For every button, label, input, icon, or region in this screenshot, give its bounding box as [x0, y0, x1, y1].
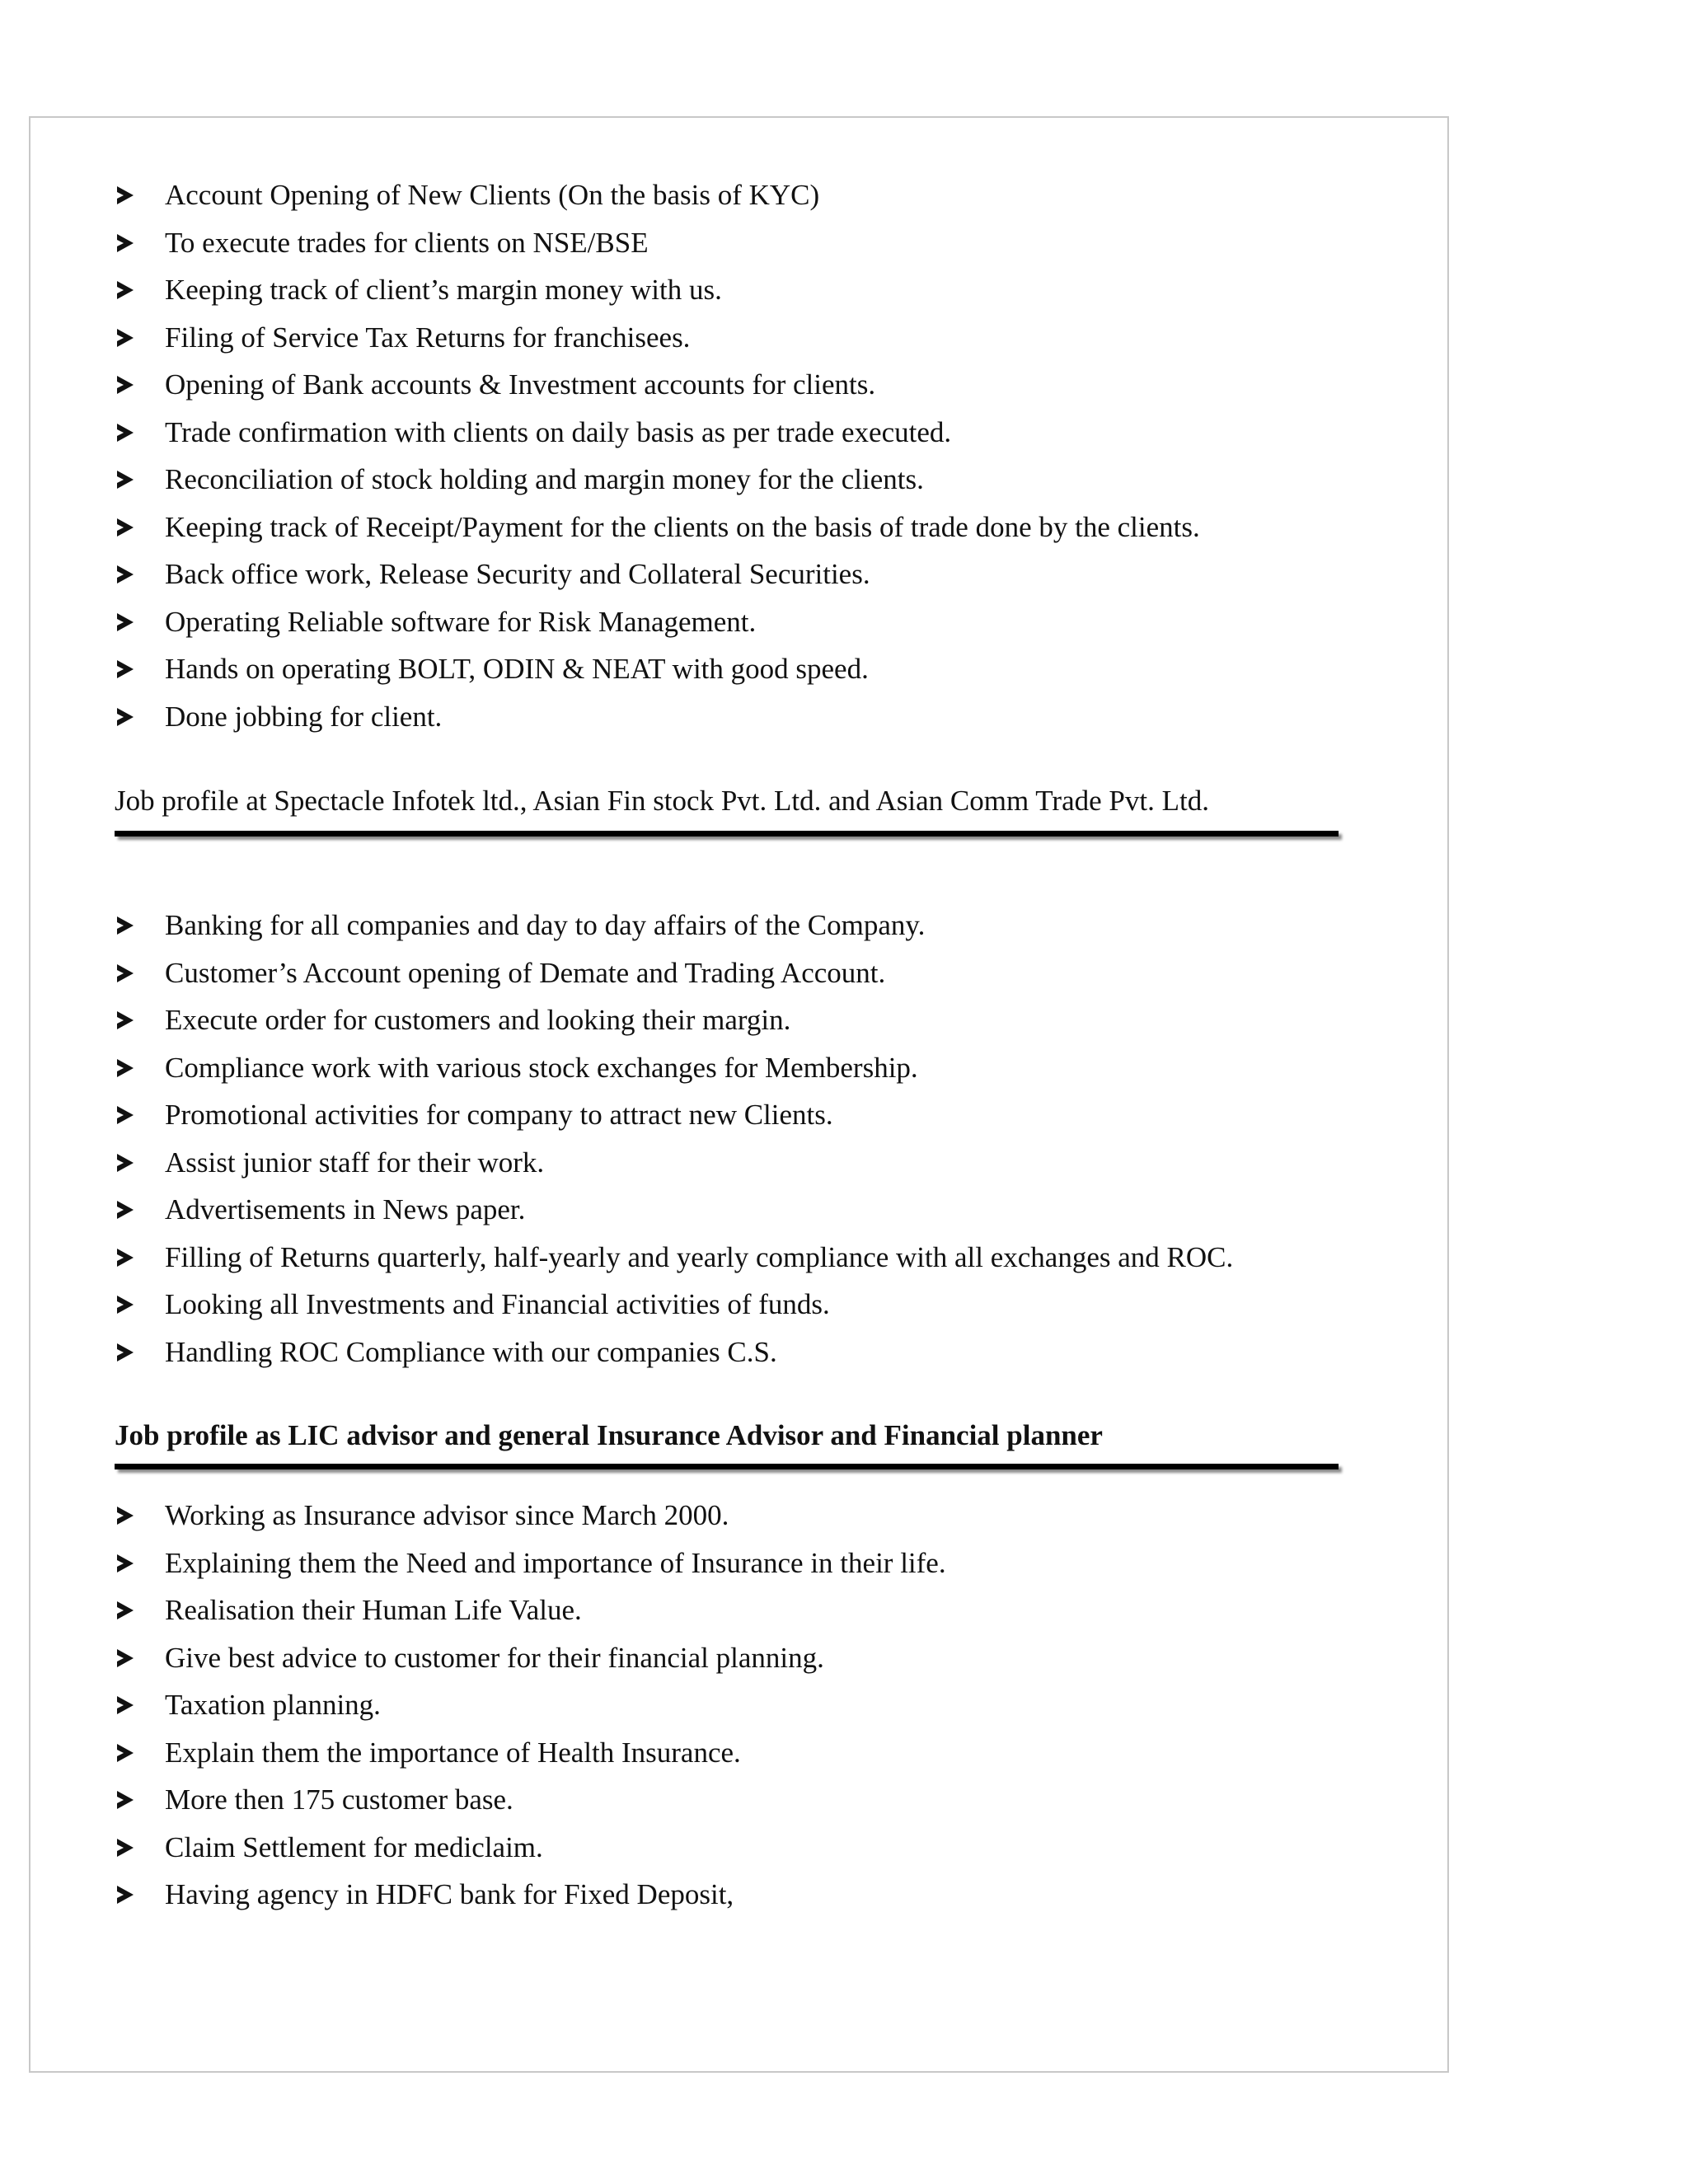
arrowhead-bullet-icon [117, 660, 134, 678]
arrowhead-bullet-icon [117, 1154, 134, 1172]
arrowhead-bullet-icon [117, 1696, 134, 1714]
list-item [115, 219, 1400, 267]
arrowhead-bullet-icon [117, 708, 134, 726]
list-item-text: Filing of Service Tax Returns for franchisees. [165, 321, 691, 354]
list-item [115, 1329, 1400, 1376]
arrowhead-bullet-icon [117, 1201, 134, 1219]
arrowhead-bullet-icon [117, 518, 134, 537]
list-item [115, 171, 1400, 219]
arrowhead-bullet-icon [117, 1839, 134, 1857]
list-item-text: Filling of Returns quarterly, half-yearly and yearly compliance with all exchanges and ROC. [165, 1240, 1234, 1273]
section-1-list [115, 171, 1400, 740]
list-item-text: Taxation planning. [165, 1689, 381, 1721]
list-item [115, 1186, 1400, 1234]
section-3-divider [115, 1464, 1339, 1469]
list-item-text: Having agency in HDFC bank for Fixed Deposit, [165, 1878, 734, 1910]
arrowhead-bullet-icon [117, 1507, 134, 1525]
list-item-text: Banking for all companies and day to day affairs of the Company. [165, 909, 926, 941]
list-item [115, 1681, 1400, 1729]
list-item-text: Execute order for customers and looking their margin. [165, 1004, 791, 1036]
list-item-text: Explain them the importance of Health Insurance. [165, 1736, 741, 1769]
list-item [115, 1729, 1400, 1777]
list-item [115, 1634, 1400, 1682]
arrowhead-bullet-icon [117, 565, 134, 583]
list-item-text: Advertisements in News paper. [165, 1193, 526, 1226]
list-item-text: Back office work, Release Security and Collateral Securities. [165, 558, 870, 590]
section-2-heading: Job profile at Spectacle Infotek ltd., Asian Fin stock Pvt. Ltd. and Asian Comm Trade Pvt. Ltd. [115, 785, 1209, 817]
arrowhead-bullet-icon [117, 1106, 134, 1124]
arrowhead-bullet-icon [117, 916, 134, 935]
list-item [115, 1044, 1400, 1092]
arrowhead-bullet-icon [117, 1343, 134, 1361]
list-item-text: Done jobbing for client. [165, 700, 443, 733]
list-item-text: Operating Reliable software for Risk Management. [165, 605, 757, 638]
section-2-divider [115, 831, 1339, 837]
list-item [115, 598, 1400, 646]
list-item [115, 1540, 1400, 1587]
section-3 [115, 1492, 1400, 1919]
arrowhead-bullet-icon [117, 1886, 134, 1904]
list-item [115, 902, 1400, 949]
list-item-text: Keeping track of client’s margin money with us. [165, 274, 722, 306]
list-item-text: Promotional activities for company to attract new Clients. [165, 1099, 833, 1131]
arrowhead-bullet-icon [117, 1744, 134, 1762]
arrowhead-bullet-icon [117, 1649, 134, 1667]
list-item [115, 361, 1400, 409]
list-item [115, 1281, 1400, 1329]
list-item-text: More then 175 customer base. [165, 1783, 513, 1816]
list-item-text: Trade confirmation with clients on daily basis as per trade executed. [165, 415, 952, 448]
list-item [115, 1871, 1400, 1919]
list-item [115, 456, 1400, 504]
list-item [115, 314, 1400, 362]
section-2 [115, 902, 1400, 1376]
list-item-text: Account Opening of New Clients (On the basis of KYC) [165, 179, 820, 211]
list-item [115, 409, 1400, 457]
arrowhead-bullet-icon [117, 376, 134, 394]
list-item [115, 645, 1400, 693]
arrowhead-bullet-icon [117, 1791, 134, 1809]
arrowhead-bullet-icon [117, 1296, 134, 1314]
list-item-text: Hands on operating BOLT, ODIN & NEAT with good speed. [165, 653, 869, 685]
section-2-list [115, 902, 1400, 1376]
list-item [115, 949, 1400, 997]
list-item-text: Customer’s Account opening of Demate and Trading Account. [165, 956, 886, 989]
arrowhead-bullet-icon [117, 186, 134, 204]
list-item [115, 504, 1400, 551]
section-1 [115, 171, 1400, 740]
list-item [115, 996, 1400, 1044]
arrowhead-bullet-icon [117, 1059, 134, 1077]
list-item-text: Reconciliation of stock holding and margin money for the clients. [165, 463, 924, 495]
arrowhead-bullet-icon [117, 1601, 134, 1619]
list-item [115, 551, 1400, 598]
list-item [115, 1776, 1400, 1824]
list-item [115, 1091, 1400, 1139]
arrowhead-bullet-icon [117, 234, 134, 252]
list-item-text: Claim Settlement for mediclaim. [165, 1830, 543, 1863]
list-item-text: Assist junior staff for their work. [165, 1146, 545, 1179]
section-3-list [115, 1492, 1400, 1919]
list-item [115, 1139, 1400, 1187]
list-item [115, 1824, 1400, 1872]
arrowhead-bullet-icon [117, 281, 134, 299]
arrowhead-bullet-icon [117, 613, 134, 631]
arrowhead-bullet-icon [117, 471, 134, 489]
list-item [115, 1492, 1400, 1540]
arrowhead-bullet-icon [117, 1249, 134, 1267]
list-item-text: Realisation their Human Life Value. [165, 1594, 582, 1626]
arrowhead-bullet-icon [117, 1554, 134, 1572]
list-item-text: Handling ROC Compliance with our companies C.S. [165, 1335, 777, 1368]
list-item [115, 1586, 1400, 1634]
list-item-text: Working as Insurance advisor since March 2000. [165, 1499, 729, 1531]
arrowhead-bullet-icon [117, 424, 134, 442]
list-item-text: Give best advice to customer for their financial planning. [165, 1641, 824, 1674]
section-3-heading: Job profile as LIC advisor and general Insurance Advisor and Financial planner [115, 1419, 1103, 1451]
list-item [115, 1234, 1400, 1282]
list-item [115, 266, 1400, 314]
arrowhead-bullet-icon [117, 1011, 134, 1029]
list-item-text: To execute trades for clients on NSE/BSE [165, 226, 649, 259]
list-item-text: Explaining them the Need and importance of Insurance in their life. [165, 1546, 946, 1579]
arrowhead-bullet-icon [117, 964, 134, 982]
list-item-text: Compliance work with various stock exchanges for Membership. [165, 1051, 918, 1084]
list-item-text: Opening of Bank accounts & Investment accounts for clients. [165, 368, 876, 401]
list-item-text: Keeping track of Receipt/Payment for the clients on the basis of trade done by the clients. [165, 510, 1200, 543]
list-item [115, 693, 1400, 741]
arrowhead-bullet-icon [117, 329, 134, 347]
list-item-text: Looking all Investments and Financial activities of funds. [165, 1288, 830, 1320]
